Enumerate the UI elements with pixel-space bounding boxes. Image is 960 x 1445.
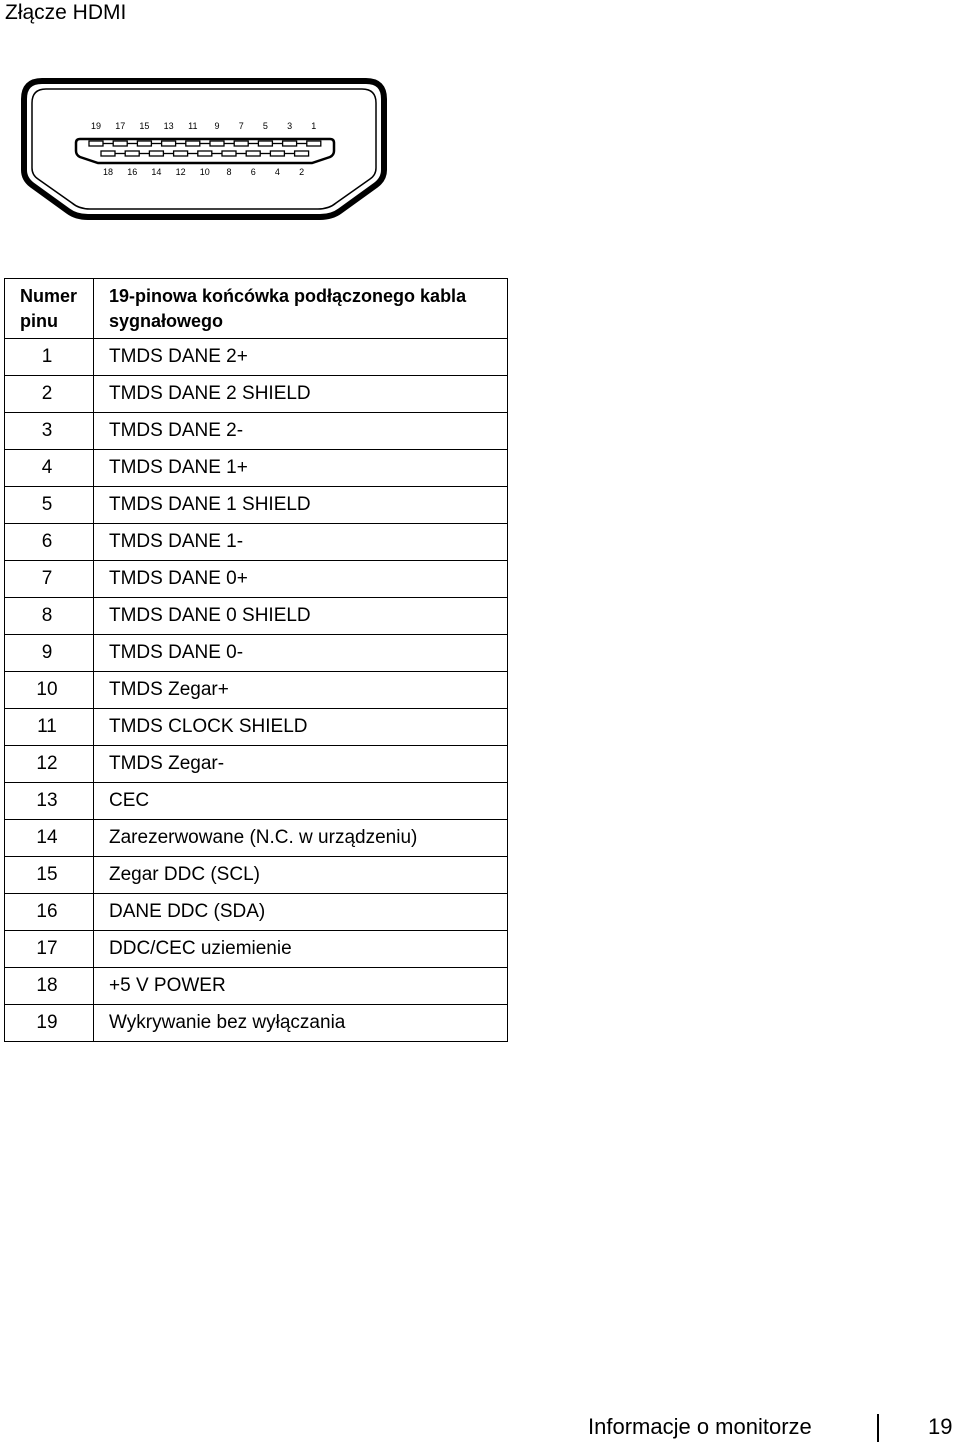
top-pin-label: 19 [90,121,102,131]
top-pin-label: 5 [262,121,268,131]
bottom-pin-label: 6 [250,167,256,177]
top-pin [210,141,224,146]
top-pin [113,141,127,146]
pin-number-cell: 17 [5,931,94,968]
pin-number-cell: 4 [5,450,94,487]
connector-inner-shell [32,89,376,209]
bottom-pin [295,151,309,156]
table-row [5,524,508,561]
pin-signal-cell: TMDS Zegar+ [94,672,508,709]
pin-number-cell: 11 [5,709,94,746]
pin-assignment-table [4,278,508,1042]
pin-number-cell: 3 [5,413,94,450]
bottom-pin-label: 10 [199,167,210,177]
table-row [5,672,508,709]
bottom-pin [149,151,163,156]
pin-number-cell: 5 [5,487,94,524]
top-pin [89,141,103,146]
bottom-pin [198,151,212,156]
top-pin-label: 3 [287,121,293,131]
pin-signal-cell: TMDS DANE 1+ [94,450,508,487]
top-pin-labels [91,121,316,131]
table-row [5,561,508,598]
bottom-pin [125,151,139,156]
footer-section: Informacje o monitorze [588,1414,812,1439]
header-pin-number [5,279,94,339]
table-row [5,339,508,376]
table-row [5,820,508,857]
pin-signal-cell: Wykrywanie bez wyłączania [94,1005,508,1042]
top-pin [162,141,176,146]
pin-number-cell: 14 [5,820,94,857]
bottom-pin-label: 8 [226,167,232,177]
bottom-pin [270,151,284,156]
pin-number-cell: 15 [5,857,94,894]
top-pin [186,141,200,146]
table-row [5,376,508,413]
pin-signal-cell: TMDS DANE 2 SHIELD [94,376,508,413]
header-signal [94,279,508,339]
footer-divider [877,1414,879,1442]
pin-signal-cell: TMDS DANE 0 SHIELD [94,598,508,635]
header-signal-line1: 19-pinowa końcówka podłączonego kabla [109,285,467,306]
hdmi-connector-icon [18,75,390,223]
bottom-pin [246,151,260,156]
pin-number-cell: 2 [5,376,94,413]
pin-number-cell: 10 [5,672,94,709]
pin-number-cell: 7 [5,561,94,598]
pin-number-cell: 8 [5,598,94,635]
top-pin-label: 1 [311,121,317,131]
top-pin [307,141,321,146]
pin-signal-cell: CEC [94,783,508,820]
table-header-row [5,279,508,339]
bottom-pin-labels [103,167,304,177]
top-pin-label: 11 [188,121,198,131]
bottom-pin-label: 4 [274,167,280,177]
bottom-pins [101,151,309,156]
page-title: Złącze HDMI [5,1,127,24]
pin-signal-cell: TMDS DANE 2+ [94,339,508,376]
header-signal-line2: sygnałowego [109,310,224,331]
bottom-pin-label: 18 [102,167,114,177]
pin-number-cell: 16 [5,894,94,931]
table-row [5,598,508,635]
pin-signal-cell: TMDS DANE 1 SHIELD [94,487,508,524]
pin-signal-cell: TMDS DANE 0+ [94,561,508,598]
top-pin-label: 13 [163,121,174,131]
table-body [5,339,508,1042]
pin-number-cell: 19 [5,1005,94,1042]
bottom-pin [101,151,115,156]
pin-number-cell: 12 [5,746,94,783]
pin-signal-cell: DDC/CEC uziemienie [94,931,508,968]
pin-number-cell: 6 [5,524,94,561]
pin-number-cell: 9 [5,635,94,672]
table-row [5,1005,508,1042]
top-pin [283,141,297,146]
page-number: 19 [928,1414,953,1439]
pin-signal-cell: DANE DDC (SDA) [94,894,508,931]
table-row [5,931,508,968]
pin-signal-cell: TMDS DANE 2- [94,413,508,450]
bottom-pin-label: 2 [299,167,305,177]
top-pins [89,141,321,146]
pin-number-cell: 1 [5,339,94,376]
bottom-pin [222,151,236,156]
pin-signal-cell: Zarezerwowane (N.C. w urządzeniu) [94,820,508,857]
pin-number-cell: 13 [5,783,94,820]
bottom-pin-label: 16 [127,167,138,177]
table-row [5,709,508,746]
table-row [5,968,508,1005]
table-row [5,894,508,931]
top-pin [137,141,151,146]
pin-signal-cell: TMDS DANE 0- [94,635,508,672]
pin-signal-cell: +5 V POWER [94,968,508,1005]
pin-signal-cell: Zegar DDC (SCL) [94,857,508,894]
pin-signal-cell: TMDS Zegar- [94,746,508,783]
pin-number-cell: 18 [5,968,94,1005]
top-pin [234,141,248,146]
header-pin-number-line2: pinu [20,310,58,331]
table-row [5,413,508,450]
top-pin-label: 7 [238,121,244,131]
top-pin-label: 17 [115,121,126,131]
table-row [5,635,508,672]
table-row [5,783,508,820]
pin-signal-cell: TMDS CLOCK SHIELD [94,709,508,746]
pin-signal-cell: TMDS DANE 1- [94,524,508,561]
table-row [5,487,508,524]
top-pin-label: 15 [139,121,150,131]
table-row [5,857,508,894]
bottom-pin-label: 14 [151,167,162,177]
bottom-pin-label: 12 [175,167,186,177]
top-pin-label: 9 [214,121,220,131]
table-row [5,450,508,487]
top-pin [258,141,272,146]
table-row [5,746,508,783]
bottom-pin [174,151,188,156]
header-pin-number-line1: Numer [20,285,78,306]
connector-outer-shell [24,81,384,217]
